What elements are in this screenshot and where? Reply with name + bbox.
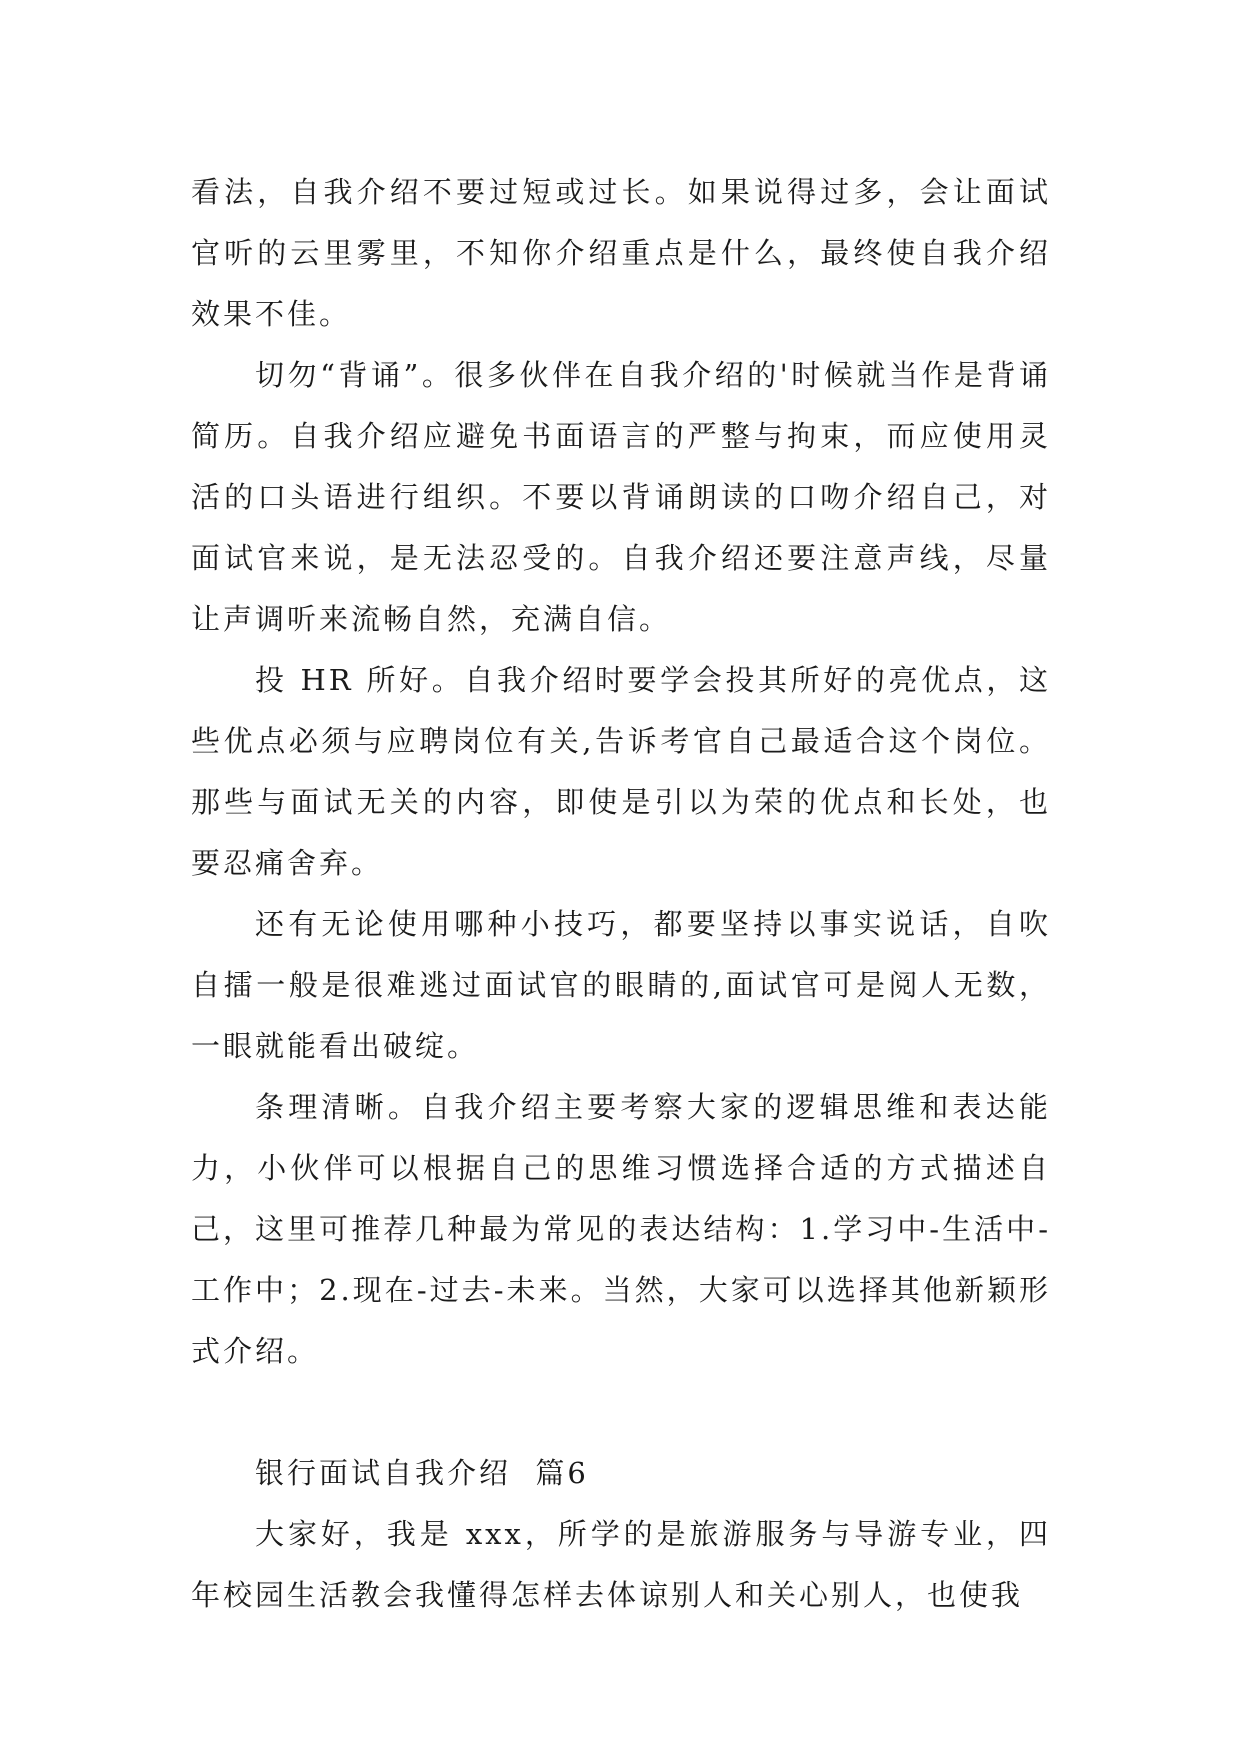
section-heading: 银行面试自我介绍 篇6	[255, 1456, 589, 1490]
paragraph-clear-structure: 条理清晰。自我介绍主要考察大家的逻辑思维和表达能力，小伙伴可以根据自己的思维习惯选择合适的方式描述自己，这里可推荐几种最为常见的表达结构：1.学习中-生活中-工作中；2.现在-过去-未来。当然，大家可以选择其他新颖形式介绍。	[191, 1090, 1051, 1368]
document-body	[191, 162, 1051, 1626]
paragraph-cater-to-hr: 投 HR 所好。自我介绍时要学会投其所好的亮优点，这些优点必须与应聘岗位有关,告诉考官自己最适合这个岗位。那些与面试无关的内容，即使是引以为荣的优点和长处，也要忍痛舍弃。	[191, 663, 1051, 880]
paragraph-no-recitation: 切勿“背诵”。很多伙伴在自我介绍的'时候就当作是背诵简历。自我介绍应避免书面语言的严整与拘束，而应使用灵活的口头语进行组织。不要以背诵朗读的口吻介绍自己，对面试官来说，是无法忍受的。自我介绍还要注意声线，尽量让声调听来流畅自然，充满自信。	[191, 358, 1051, 636]
paragraph-continuation: 看法，自我介绍不要过短或过长。如果说得过多，会让面试官听的云里雾里，不知你介绍重点是什么，最终使自我介绍效果不佳。	[191, 175, 1051, 331]
paragraph-speak-with-facts: 还有无论使用哪种小技巧，都要坚持以事实说话，自吹自擂一般是很难逃过面试官的眼睛的,面试官可是阅人无数，一眼就能看出破绽。	[191, 907, 1051, 1063]
paragraph-self-introduction: 大家好，我是 xxx，所学的是旅游服务与导游专业，四年校园生活教会我懂得怎样去体谅别人和关心别人，也使我	[191, 1517, 1051, 1612]
section-spacer	[191, 1382, 1051, 1443]
